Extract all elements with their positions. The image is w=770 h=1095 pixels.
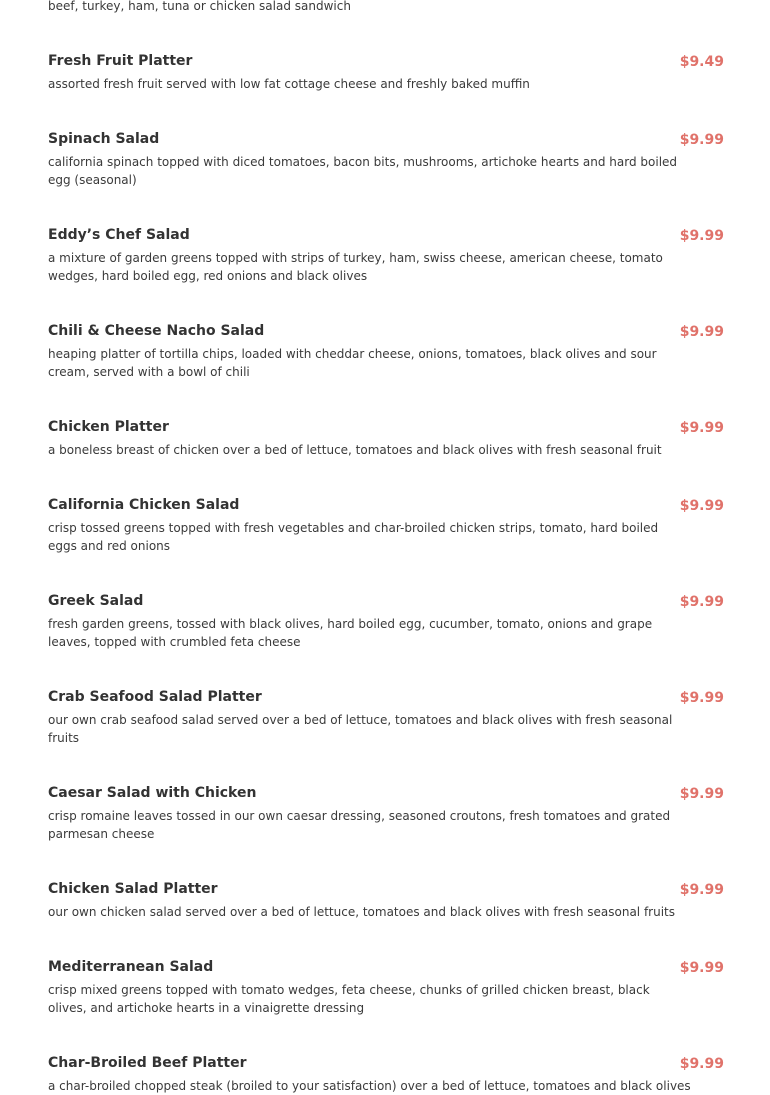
- item-name: Eddy’s Chef Salad: [48, 227, 190, 243]
- item-price: $9.99: [679, 324, 724, 340]
- item-price: $9.99: [679, 132, 724, 148]
- item-name: Char-Broiled Beef Platter: [48, 1055, 247, 1071]
- item-price: $9.99: [679, 498, 724, 514]
- item-price: $9.99: [679, 228, 724, 244]
- item-description: our own chicken salad served over a bed of lettuce, tomatoes and black olives with fresh seasonal fruits: [48, 905, 676, 919]
- item-price: $9.99: [679, 882, 724, 898]
- item-price: $9.99: [679, 960, 724, 976]
- item-name: California Chicken Salad: [48, 497, 240, 513]
- item-description: a mixture of garden greens topped with strips of turkey, ham, swiss cheese, american cheese, tomato wedges, hard boiled egg, red onions and black olives: [48, 251, 663, 283]
- item-name: Fresh Fruit Platter: [48, 53, 193, 69]
- item-name: Chicken Platter: [48, 419, 169, 435]
- item-description: our own crab seafood salad served over a bed of lettuce, tomatoes and black olives with fresh seasonal fruits: [48, 713, 673, 745]
- item-price: $9.99: [679, 420, 724, 436]
- item-name: Chili & Cheese Nacho Salad: [48, 323, 265, 339]
- item-description: crisp mixed greens topped with tomato wedges, feta cheese, chunks of grilled chicken breast, black olives, and artichoke hearts in a vinaigrette dressing: [48, 983, 650, 1015]
- item-description: crisp romaine leaves tossed in our own caesar dressing, seasoned croutons, fresh tomatoes and grated parmesan cheese: [48, 809, 671, 841]
- item-price: $9.99: [679, 786, 724, 802]
- item-price: $9.99: [679, 1056, 724, 1072]
- item-name: Spinach Salad: [48, 131, 160, 147]
- item-name: Crab Seafood Salad Platter: [48, 689, 262, 705]
- item-price: $9.99: [679, 594, 724, 610]
- item-description: a boneless breast of chicken over a bed of lettuce, tomatoes and black olives with fresh seasonal fruit: [48, 443, 662, 457]
- item-description: assorted fresh fruit served with low fat cottage cheese and freshly baked muffin: [48, 77, 530, 91]
- item-description: a char-broiled chopped steak (broiled to your satisfaction) over a bed of lettuce, tomatoes and black olives: [48, 1079, 691, 1093]
- item-price: $9.49: [679, 54, 724, 70]
- item-name: Chicken Salad Platter: [48, 881, 218, 897]
- item-description: california spinach topped with diced tomatoes, bacon bits, mushrooms, artichoke hearts and hard boiled egg (seasonal): [48, 155, 678, 187]
- previous-item-description: beef, turkey, ham, tuna or chicken salad sandwich: [48, 0, 351, 13]
- item-description: heaping platter of tortilla chips, loaded with cheddar cheese, onions, tomatoes, black olives and sour cream, served with a bowl of chili: [48, 347, 657, 379]
- item-price: $9.99: [679, 690, 724, 706]
- item-name: Caesar Salad with Chicken: [48, 785, 257, 801]
- item-name: Mediterranean Salad: [48, 959, 214, 975]
- item-description: crisp tossed greens topped with fresh vegetables and char-broiled chicken strips, tomato, hard boiled eggs and red onions: [48, 521, 659, 553]
- item-name: Greek Salad: [48, 593, 144, 609]
- item-description: fresh garden greens, tossed with black olives, hard boiled egg, cucumber, tomato, onions and grape leaves, topped with crumbled feta cheese: [48, 617, 653, 649]
